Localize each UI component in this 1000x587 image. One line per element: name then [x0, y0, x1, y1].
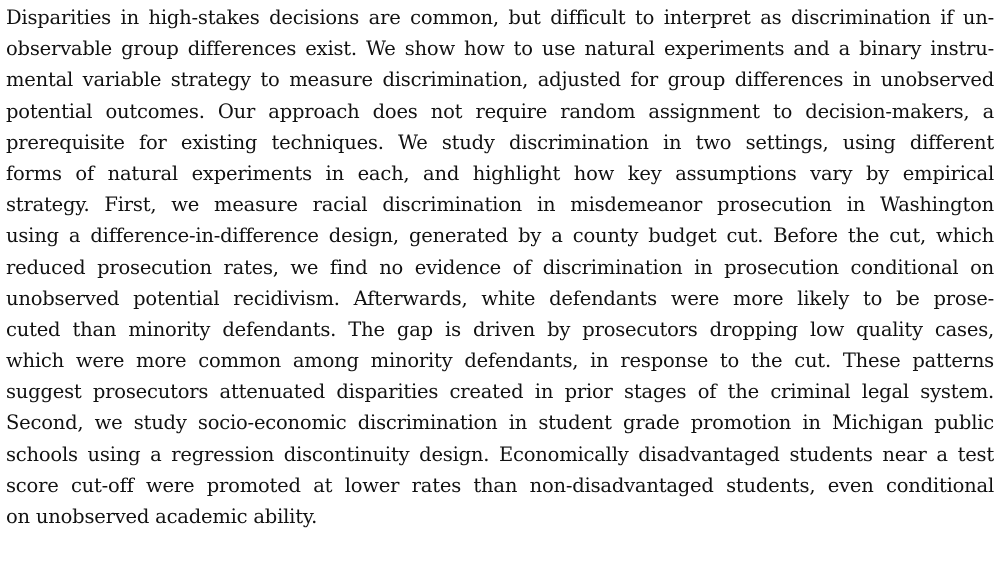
abstract-line-last: on unobserved academic ability. — [6, 505, 318, 528]
abstract-line: using a difference-in-difference design, generated by a county budget cut. Before the cut, which — [6, 224, 994, 248]
abstract-paragraph — [6, 2, 994, 532]
abstract-line: prerequisite for existing techniques. We study discrimination in two settings, using different — [6, 130, 994, 154]
abstract-line: schools using a regression discontinuity design. Economically disadvantaged students near a test — [6, 442, 994, 466]
abstract-line: Disparities in high-stakes decisions are common, but difficult to interpret as discrimination if un- — [6, 6, 994, 29]
abstract-line: observable group differences exist. We show how to use natural experiments and a binary instru- — [6, 37, 994, 61]
abstract-line: strategy. First, we measure racial discrimination in misdemeanor prosecution in Washington — [6, 193, 994, 217]
abstract-line: suggest prosecutors attenuated disparities created in prior stages of the criminal legal system. — [6, 380, 994, 404]
abstract-line: potential outcomes. Our approach does not require random assignment to decision-makers, a — [6, 99, 994, 123]
abstract-line: Second, we study socio-economic discrimination in student grade promotion in Michigan public — [6, 411, 994, 435]
abstract-line: unobserved potential recidivism. Afterwards, white defendants were more likely to be prose- — [6, 286, 994, 310]
abstract-line: forms of natural experiments in each, and highlight how key assumptions vary by empirical — [6, 161, 994, 185]
abstract-line: which were more common among minority defendants, in response to the cut. These patterns — [6, 349, 994, 373]
abstract-line: mental variable strategy to measure discrimination, adjusted for group differences in unobserved — [6, 68, 994, 92]
abstract-line: cuted than minority defendants. The gap is driven by prosecutors dropping low quality cases, — [6, 317, 994, 341]
abstract-line: reduced prosecution rates, we find no evidence of discrimination in prosecution conditional on — [6, 255, 994, 279]
abstract-line: score cut-off were promoted at lower rates than non-disadvantaged students, even conditional — [6, 473, 994, 497]
